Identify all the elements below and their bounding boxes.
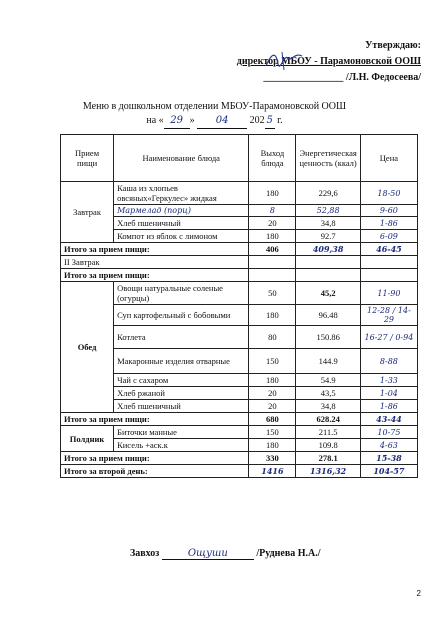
energy-cell: 34,8 bbox=[296, 400, 360, 413]
table-row bbox=[61, 256, 418, 269]
total-label: Итого за прием пищи: bbox=[61, 452, 249, 465]
dish-cell: Каша из хлопьев овсяных«Геркулес» жидкая bbox=[114, 182, 249, 205]
total-output: 330 bbox=[249, 452, 296, 465]
footer-role: Завхоз bbox=[130, 548, 160, 559]
table-header-row bbox=[61, 135, 418, 182]
date-day: 29 bbox=[164, 114, 190, 129]
header-dish: Наименование блюда bbox=[114, 135, 249, 182]
footer-signature-mark: Ощуши bbox=[162, 548, 254, 560]
table-row bbox=[61, 217, 418, 230]
table-row bbox=[61, 400, 418, 413]
table-row bbox=[61, 349, 418, 374]
dish-cell: Хлеб ржаной bbox=[114, 387, 249, 400]
output-cell: 20 bbox=[249, 400, 296, 413]
dish-cell: Биточки манные bbox=[114, 426, 249, 439]
table-row bbox=[61, 374, 418, 387]
total-output: 680 bbox=[249, 413, 296, 426]
table-row bbox=[61, 387, 418, 400]
energy-cell: 45,2 bbox=[296, 282, 360, 305]
dish-cell: Овощи натуральные соленые (огурцы) bbox=[114, 282, 249, 305]
table-row bbox=[61, 282, 418, 305]
total-price: 43-44 bbox=[360, 413, 417, 426]
menu-heading bbox=[0, 100, 429, 129]
output-cell: 150 bbox=[249, 426, 296, 439]
empty-cell bbox=[296, 256, 360, 269]
empty-cell bbox=[249, 256, 296, 269]
price-cell: 6-09 bbox=[360, 230, 417, 243]
energy-cell: 144.9 bbox=[296, 349, 360, 374]
price-cell: 8-88 bbox=[360, 349, 417, 374]
output-cell: 20 bbox=[249, 387, 296, 400]
header-price: Цена bbox=[360, 135, 417, 182]
empty-cell bbox=[360, 269, 417, 282]
energy-cell: 150.86 bbox=[296, 326, 360, 349]
menu-table bbox=[60, 134, 418, 478]
dish-cell: Котлета bbox=[114, 326, 249, 349]
date-month: 04 bbox=[197, 114, 247, 129]
meal-label-breakfast: Завтрак bbox=[61, 182, 114, 243]
output-cell: 180 bbox=[249, 374, 296, 387]
day-total-label: Итого за второй день: bbox=[61, 465, 249, 478]
dish-cell: Чай с сахаром bbox=[114, 374, 249, 387]
total-row bbox=[61, 413, 418, 426]
total-output: 406 bbox=[249, 243, 296, 256]
dish-cell: Компот из яблок с лимоном bbox=[114, 230, 249, 243]
output-cell: 180 bbox=[249, 182, 296, 205]
total-energy: 278.1 bbox=[296, 452, 360, 465]
footer-signature bbox=[130, 548, 321, 560]
total-energy: 628.24 bbox=[296, 413, 360, 426]
price-cell: 18-50 bbox=[360, 182, 417, 205]
menu-title: Меню в дошкольном отделении МБОУ-Парамоновской ООШ bbox=[82, 101, 347, 112]
day-total-output: 1416 bbox=[249, 465, 296, 478]
date-year-digit: 5 bbox=[265, 114, 275, 129]
output-cell: 150 bbox=[249, 349, 296, 374]
empty-cell bbox=[296, 269, 360, 282]
energy-cell: 229,6 bbox=[296, 182, 360, 205]
total-price: 46-45 bbox=[360, 243, 417, 256]
total-label: Итого за прием пищи: bbox=[61, 243, 249, 256]
dish-cell: Мармелад (порц) bbox=[114, 205, 249, 217]
table-row bbox=[61, 326, 418, 349]
energy-cell: 211.5 bbox=[296, 426, 360, 439]
empty-cell bbox=[249, 269, 296, 282]
output-cell: 8 bbox=[249, 205, 296, 217]
dish-cell: Хлеб пшеничный bbox=[114, 400, 249, 413]
total-energy: 409,38 bbox=[296, 243, 360, 256]
output-cell: 180 bbox=[249, 439, 296, 452]
menu-date: на « 29 » 04 202 5 г. bbox=[0, 114, 429, 129]
output-cell: 80 bbox=[249, 326, 296, 349]
price-cell: 11-90 bbox=[360, 282, 417, 305]
price-cell: 10-75 bbox=[360, 426, 417, 439]
day-total-energy: 1316,32 bbox=[296, 465, 360, 478]
table-row bbox=[61, 230, 418, 243]
director-signature bbox=[262, 48, 308, 74]
price-cell: 1-86 bbox=[360, 400, 417, 413]
energy-cell: 96.48 bbox=[296, 305, 360, 326]
total-row bbox=[61, 269, 418, 282]
table-row bbox=[61, 305, 418, 326]
meal-label-lunch: Обед bbox=[61, 282, 114, 413]
energy-cell: 34,8 bbox=[296, 217, 360, 230]
approval-signatory: ________________ /Л.Н. Федосеева/ bbox=[263, 72, 421, 83]
price-cell: 4-63 bbox=[360, 439, 417, 452]
output-cell: 180 bbox=[249, 230, 296, 243]
table-row bbox=[61, 439, 418, 452]
total-label: Итого за прием пищи: bbox=[61, 269, 249, 282]
day-total-price: 104-57 bbox=[360, 465, 417, 478]
approval-title: Утверждаю: bbox=[365, 40, 421, 51]
empty-cell bbox=[360, 256, 417, 269]
header-energy: Энергетическая ценность (ккал) bbox=[296, 135, 360, 182]
dish-cell: Макаронные изделия отварные bbox=[114, 349, 249, 374]
output-cell: 50 bbox=[249, 282, 296, 305]
dish-cell: Кисель +аск.к bbox=[114, 439, 249, 452]
energy-cell: 43,5 bbox=[296, 387, 360, 400]
header-output: Выход блюда bbox=[249, 135, 296, 182]
day-total-row bbox=[61, 465, 418, 478]
energy-cell: 52,88 bbox=[296, 205, 360, 217]
total-row bbox=[61, 243, 418, 256]
energy-cell: 92.7 bbox=[296, 230, 360, 243]
energy-cell: 109.8 bbox=[296, 439, 360, 452]
output-cell: 20 bbox=[249, 217, 296, 230]
energy-cell: 54.9 bbox=[296, 374, 360, 387]
table-row bbox=[61, 426, 418, 439]
table-row bbox=[61, 205, 418, 217]
approval-director: директор МБОУ - Парамоновской ООШ bbox=[236, 56, 421, 67]
price-cell: 1-86 bbox=[360, 217, 417, 230]
dish-cell: Суп картофельный с бобовыми bbox=[114, 305, 249, 326]
price-cell: 12-28 / 14-29 bbox=[360, 305, 417, 326]
price-cell: 1-33 bbox=[360, 374, 417, 387]
price-cell: 9-60 bbox=[360, 205, 417, 217]
table-row bbox=[61, 182, 418, 205]
header-meal: Прием пищи bbox=[61, 135, 114, 182]
meal-label-snack: Полдник bbox=[61, 426, 114, 452]
meal-label-second-breakfast: II Завтрак bbox=[61, 256, 249, 269]
footer-name: /Руднева Н.А./ bbox=[256, 548, 321, 559]
output-cell: 180 bbox=[249, 305, 296, 326]
price-cell: 16-27 / 0-94 bbox=[360, 326, 417, 349]
total-price: 15-38 bbox=[360, 452, 417, 465]
total-label: Итого за прием пищи: bbox=[61, 413, 249, 426]
total-row bbox=[61, 452, 418, 465]
dish-cell: Хлеб пшеничный bbox=[114, 217, 249, 230]
price-cell: 1-04 bbox=[360, 387, 417, 400]
page-number: 2 bbox=[416, 589, 421, 598]
